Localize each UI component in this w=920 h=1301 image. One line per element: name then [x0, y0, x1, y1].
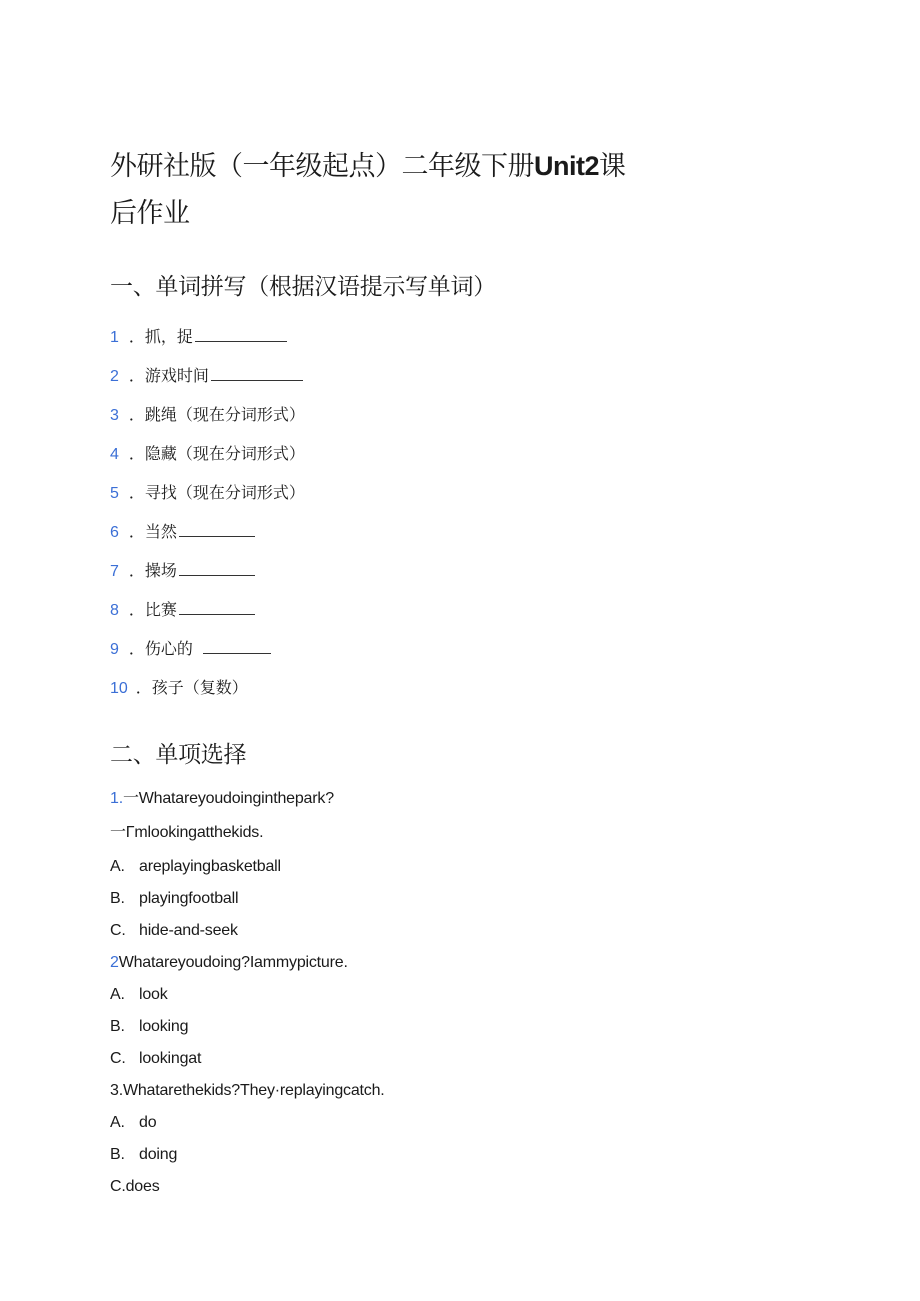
spelling-item-7: [110, 561, 255, 582]
item-number: 4: [110, 446, 119, 463]
item-number: 3: [110, 407, 119, 424]
spelling-item-8: [110, 600, 255, 621]
option-letter: A.: [110, 858, 125, 875]
title-part-3: 课: [599, 151, 626, 181]
answer-blank[interactable]: [203, 639, 271, 654]
question-text: Whatareyoudoing?Iammypicture.: [118, 954, 348, 971]
item-number: 1: [110, 329, 119, 346]
option-letter: C.: [110, 1050, 126, 1067]
item-prompt: ．跳绳（现在分词形式）: [128, 405, 305, 424]
option-text: hide-and-seek: [139, 922, 238, 939]
question-number: 2: [110, 954, 119, 971]
spelling-item-3: [110, 405, 305, 426]
answer-blank[interactable]: [179, 600, 255, 615]
q1-option-b[interactable]: [110, 889, 238, 909]
q3-option-c[interactable]: C.does: [110, 1178, 160, 1195]
title-unit: Unit2: [534, 151, 599, 181]
q3-option-b[interactable]: [110, 1145, 177, 1165]
item-number: 2: [110, 368, 119, 385]
item-prompt: ．当然: [128, 522, 177, 541]
answer-blank[interactable]: [179, 522, 255, 537]
q2-option-b[interactable]: [110, 1017, 188, 1037]
option-text: do: [139, 1114, 157, 1131]
answer-blank[interactable]: [179, 561, 255, 576]
option-letter: B.: [110, 890, 125, 907]
spelling-item-1: [110, 327, 287, 348]
item-number: 9: [110, 641, 119, 658]
item-prompt: ．操场: [128, 561, 177, 580]
answer-blank[interactable]: [195, 327, 287, 342]
option-letter: B.: [110, 1018, 125, 1035]
spelling-item-4: [110, 444, 305, 465]
item-prompt: ．孩子（复数）: [135, 678, 248, 697]
option-text: doing: [139, 1146, 178, 1163]
item-number: 10: [110, 680, 128, 697]
q2-option-c[interactable]: [110, 1049, 201, 1069]
item-number: 6: [110, 524, 119, 541]
spelling-item-2: [110, 366, 303, 387]
item-prompt: ．伤心的: [128, 639, 193, 658]
item-number: 5: [110, 485, 119, 502]
option-text: areplayingbasketball: [139, 858, 281, 875]
title-line-2: 后作业: [110, 198, 190, 228]
question-1-line-1: [110, 789, 334, 809]
option-text: playingfootball: [139, 890, 239, 907]
page-title: [110, 143, 650, 237]
item-prompt: ．游戏时间: [128, 366, 209, 385]
item-prompt: ．寻找（现在分词形式）: [128, 483, 305, 502]
section-2-heading: 二、单项选择: [110, 741, 247, 767]
option-letter: A.: [110, 986, 125, 1003]
item-number: 7: [110, 563, 119, 580]
q1-option-c[interactable]: [110, 921, 238, 941]
item-prompt: ．抓，捉: [128, 327, 193, 346]
option-text: look: [139, 986, 168, 1003]
option-letter: C.: [110, 922, 126, 939]
spelling-item-9: [110, 639, 271, 660]
option-letter: B.: [110, 1146, 125, 1163]
option-text: lookingat: [139, 1050, 202, 1067]
section-1-heading: 一、单词拼写（根据汉语提示写单词）: [110, 273, 496, 299]
question-text: 一Whatareyoudoinginthepark?: [122, 790, 334, 807]
spelling-item-6: [110, 522, 255, 543]
item-prompt: ．比赛: [128, 600, 177, 619]
q2-option-a[interactable]: [110, 985, 168, 1005]
spelling-item-10: [110, 678, 248, 699]
spelling-item-5: [110, 483, 305, 504]
question-2: [110, 953, 348, 973]
item-prompt: ．隐藏（现在分词形式）: [128, 444, 305, 463]
item-number: 8: [110, 602, 119, 619]
answer-blank[interactable]: [211, 366, 303, 381]
question-1-line-2: 一Γmlookingatthekids.: [110, 824, 264, 841]
title-part-1: 外研社版（一年级起点）二年级下册: [110, 151, 534, 181]
q3-option-a[interactable]: [110, 1113, 156, 1133]
q1-option-a[interactable]: [110, 857, 281, 877]
question-3: 3.Whatarethekids?They·replayingcatch.: [110, 1082, 385, 1099]
option-letter: A.: [110, 1114, 125, 1131]
option-text: looking: [139, 1018, 189, 1035]
question-number: 1.: [110, 790, 123, 807]
